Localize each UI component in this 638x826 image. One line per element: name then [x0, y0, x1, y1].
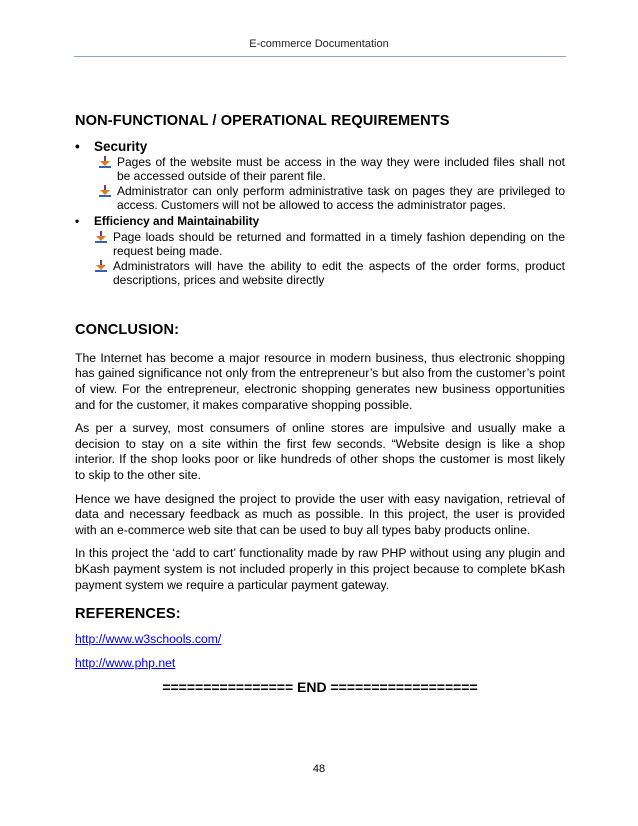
pin-arrow-icon [95, 260, 107, 272]
conclusion-paragraph-2: As per a survey, most consumers of online stores are impulsive and usually make a decision to stay on a site within the first few seconds. “Website design is like a shop interior. If the shop looks poor or like hundreds of other shops the customer is most likely to skip to the other site. [75, 421, 565, 483]
reference-link-w3schools[interactable]: http://www.w3schools.com/ [75, 631, 222, 646]
security-item-1 [75, 155, 565, 184]
security-items [75, 155, 565, 213]
bullet-efficiency-title: Efficiency and Maintainability [94, 214, 260, 229]
references-heading: REFERENCES: [75, 606, 181, 623]
conclusion-heading: CONCLUSION: [75, 322, 180, 339]
bullet-dot-icon: • [75, 214, 80, 229]
page-content [75, 114, 565, 696]
efficiency-items [75, 230, 565, 288]
efficiency-item-1-text: Page loads should be returned and formatted in a timely fashion depending on the request being made. [113, 229, 565, 259]
reference-link-php[interactable]: http://www.php.net [75, 656, 176, 670]
conclusion-paragraph-1: The Internet has become a major resource in modern business, thus electronic shopping has gained significance not only from the entrepreneur’s but also from the customer’s point of view. For the entrepreneur, electronic shopping generates new business opportunities and for the customer, it makes comparative shopping possible. [75, 350, 565, 412]
pin-arrow-icon [95, 231, 107, 243]
efficiency-item-2 [75, 259, 565, 288]
page-header: E-commerce Documentation [249, 38, 389, 50]
conclusion-paragraph-3: Hence we have designed the project to provide the user with easy navigation, retrieval of data and necessary feedback as much as possible. In this project, the user is provided with an e-commerce web site that can be used to buy all types baby products online. [75, 491, 565, 537]
reference-item-1 [75, 632, 565, 647]
reference-item-2 [75, 656, 565, 671]
security-item-1-text: Pages of the website must be access in the way they were included files shall not be accessed outside of their parent file. [117, 154, 565, 184]
security-item-2-text: Administrator can only perform administrative task on pages they are privileged to access. Customers will not be allowed to access the administrator pages. [117, 183, 565, 213]
pin-arrow-icon [99, 185, 111, 197]
nonfunctional-heading: NON-FUNCTIONAL / OPERATIONAL REQUIREMENTS [75, 113, 450, 129]
pin-arrow-icon [99, 156, 111, 168]
security-item-2 [75, 184, 565, 213]
bullet-security-title: Security [94, 139, 148, 155]
efficiency-item-2-text: Administrators will have the ability to edit the aspects of the order forms, product descriptions, prices and website directly [113, 258, 565, 288]
efficiency-item-1 [75, 230, 565, 259]
bullet-dot-icon: • [75, 139, 80, 155]
conclusion-paragraph-4: In this project the ‘add to cart’ functionality made by raw PHP without using any plugin and bKash payment system is not included properly in this project because to complete bKash payment system we require a particular payment gateway. [75, 546, 565, 592]
bullet-efficiency [75, 214, 565, 229]
end-marker: ================ END ================== [162, 679, 478, 696]
header-divider [74, 56, 566, 57]
page-number: 48 [312, 763, 326, 775]
bullet-security [75, 139, 565, 154]
